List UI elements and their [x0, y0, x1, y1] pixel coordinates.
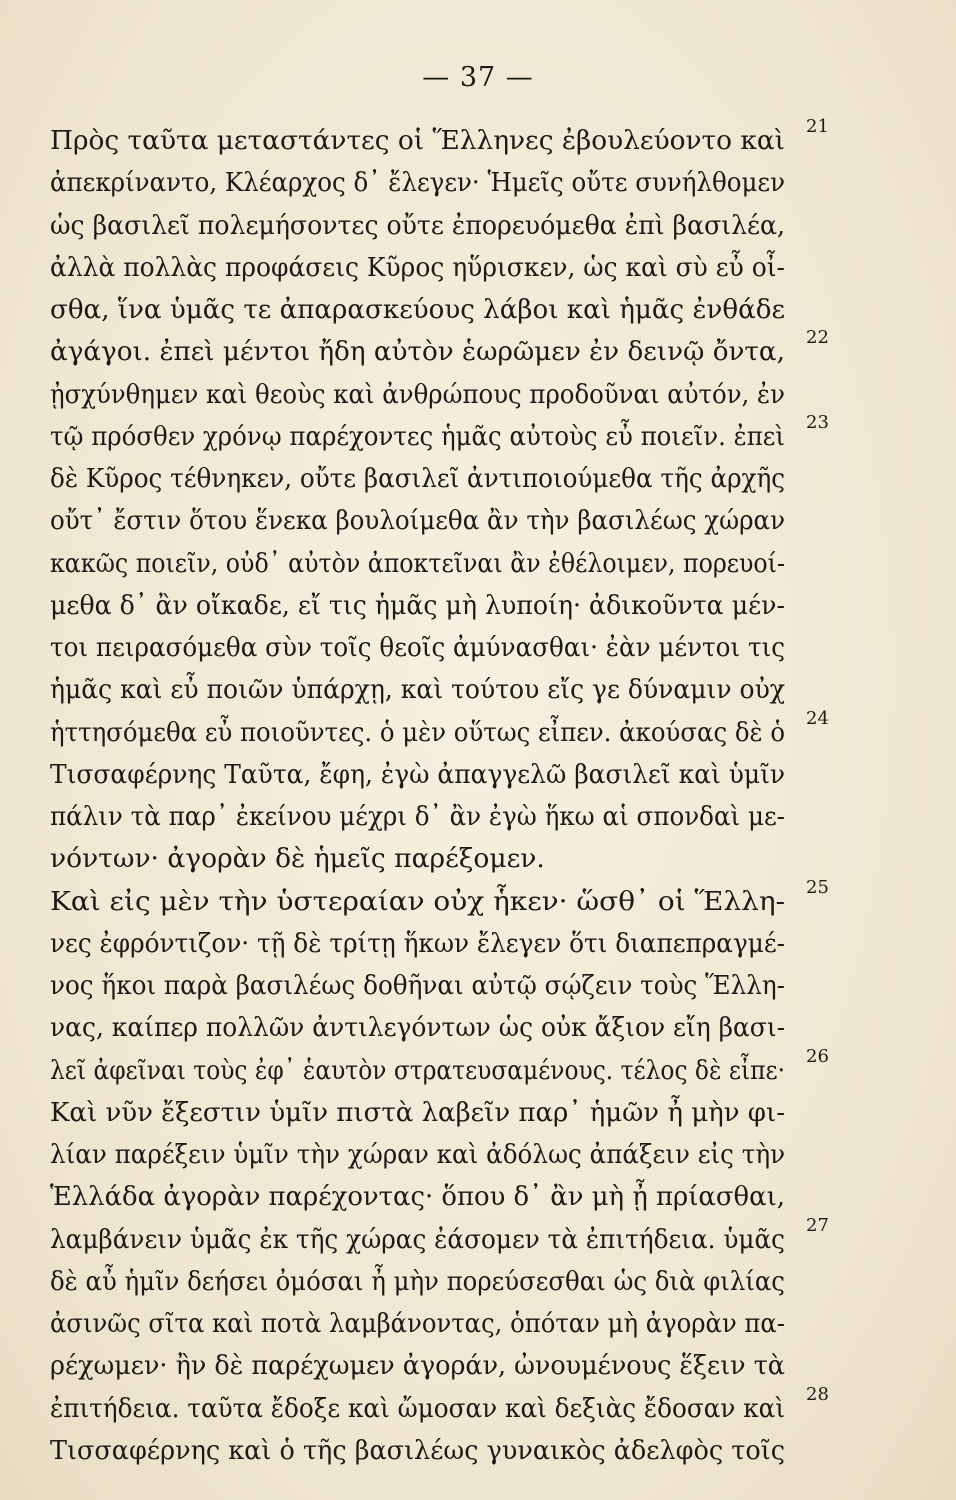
text-line: ἀπεκρίναντο, Κλέαρχος δ᾽ ἔλεγεν· Ἡμεῖς οὔτε συνήλθομεν [50, 167, 786, 198]
text-line: κακῶς ποιεῖν, οὐδ᾽ αὐτὸν ἀποκτεῖναι ἂν ἐθέλοιμεν, πορευοί- [50, 548, 785, 579]
text-line: ἀλλὰ πολλὰς προφάσεις Κῦρος ηὕρισκεν, ὡς καὶ σὺ εὖ οἶ- [50, 252, 785, 283]
section-number: 25 [806, 877, 829, 898]
text-line: ἀσινῶς σῖτα καὶ ποτὰ λαμβάνοντας, ὁπόταν μὴ ἀγορὰν πα- [50, 1308, 786, 1339]
text-line: Τισσαφέρνης καὶ ὁ τῆς βασιλέως γυναικὸς ἀδελφὸς τοῖς [50, 1435, 785, 1466]
section-number: 27 [806, 1215, 829, 1236]
text-line: δὲ Κῦρος τέθνηκεν, οὔτε βασιλεῖ ἀντιποιούμεθα τῆς ἀρχῆς [50, 463, 786, 494]
text-line: τοι πειρασόμεθα σὺν τοῖς θεοῖς ἀμύνασθαι· ἐὰν μέντοι τις [50, 632, 786, 663]
text-line: ᾐσχύνθημεν καὶ θεοὺς καὶ ἀνθρώπους προδοῦναι αὐτόν, ἐν [50, 379, 785, 410]
text-line: πάλιν τὰ παρ᾽ ἐκείνου μέχρι δ᾽ ἂν ἐγὼ ἥκω αἱ σπονδαὶ με- [50, 801, 785, 832]
text-line: νος ἥκοι παρὰ βασιλέως δοθῆναι αὐτῷ σῴζειν τοὺς Ἕλλη- [50, 970, 785, 1001]
section-number: 22 [806, 327, 829, 348]
text-line: ὡς βασιλεῖ πολεμήσοντες οὔτε ἐπορευόμεθα ἐπὶ βασιλέα, [50, 210, 786, 241]
text-line: λεῖ ἀφεῖναι τοὺς ἐφ᾽ ἑαυτὸν στρατευσαμένους. τέλος δὲ εἶπε· [50, 1055, 785, 1086]
text-line: Καὶ νῦν ἔξεστιν ὑμῖν πιστὰ λαβεῖν παρ᾽ ἡμῶν ἦ μὴν φι- [50, 1097, 785, 1128]
text-line: νες ἐφρόντιζον· τῇ δὲ τρίτῃ ἥκων ἔλεγεν ὅτι διαπεπραγμέ- [50, 928, 786, 959]
text-line: Καὶ εἰς μὲν τὴν ὑστεραίαν οὐχ ἧκεν· ὥσθ᾽ οἱ Ἕλλη- [50, 886, 786, 917]
text-line: σθα, ἵνα ὑμᾶς τε ἀπαρασκεύους λάβοι καὶ ἡμᾶς ἐνθάδε [50, 294, 786, 325]
text-line: τῷ πρόσθεν χρόνῳ παρέχοντες ἡμᾶς αὐτοὺς εὖ ποιεῖν. ἐπεὶ [50, 421, 786, 452]
text-line: νόντων· ἀγορὰν δὲ ἡμεῖς παρέξομεν. [50, 843, 545, 874]
text-line: νας, καίπερ πολλῶν ἀντιλεγόντων ὡς οὐκ ἄξιον εἴη βασι- [50, 1012, 786, 1043]
text-line: δὲ αὖ ἡμῖν δεήσει ὀμόσαι ἦ μὴν πορεύσεσθαι ὡς διὰ φιλίας [50, 1266, 785, 1297]
page-number: — 37 — [422, 62, 534, 93]
text-line: ἀγάγοι. ἐπεὶ μέντοι ἤδη αὐτὸν ἑωρῶμεν ἐν δεινῷ ὄντα, [50, 336, 785, 367]
section-number: 21 [806, 116, 829, 137]
section-number: 24 [806, 708, 829, 729]
text-line: μεθα δ᾽ ἂν οἴκαδε, εἴ τις ἡμᾶς μὴ λυποίη· ἀδικοῦντα μέν- [50, 590, 785, 621]
text-line: Πρὸς ταῦτα μεταστάντες οἱ Ἕλληνες ἐβουλεύοντο καὶ [50, 125, 786, 156]
text-line: λαμβάνειν ὑμᾶς ἐκ τῆς χώρας ἐάσομεν τὰ ἐπιτήδεια. ὑμᾶς [50, 1224, 786, 1255]
text-line: ἡττησόμεθα εὖ ποιοῦντες. ὁ μὲν οὕτως εἶπεν. ἀκούσας δὲ ὁ [50, 717, 786, 748]
text-line: λίαν παρέξειν ὑμῖν τὴν χώραν καὶ ἀδόλως ἀπάξειν εἰς τὴν [50, 1139, 786, 1170]
section-number: 26 [806, 1046, 829, 1067]
section-number: 28 [806, 1384, 829, 1405]
text-line: Ἑλλάδα ἀγορὰν παρέχοντας· ὅπου δ᾽ ἂν μὴ ᾖ πρίασθαι, [50, 1181, 785, 1212]
text-line: ρέχωμεν· ἢν δὲ παρέχωμεν ἀγοράν, ὠνουμένους ἕξειν τὰ [50, 1350, 785, 1381]
text-line: Τισσαφέρνης Ταῦτα, ἔφη, ἐγὼ ἀπαγγελῶ βασιλεῖ καὶ ὑμῖν [50, 759, 786, 790]
text-line: ἡμᾶς καὶ εὖ ποιῶν ὑπάρχῃ, καὶ τούτου εἴς γε δύναμιν οὐχ [50, 674, 785, 705]
text-line: ἐπιτήδεια. ταῦτα ἔδοξε καὶ ὤμοσαν καὶ δεξιὰς ἔδοσαν καὶ [50, 1393, 786, 1424]
text-line: οὔτ᾽ ἔστιν ὅτου ἕνεκα βουλοίμεθα ἂν τὴν βασιλέως χώραν [50, 505, 786, 536]
section-number: 23 [806, 412, 829, 433]
